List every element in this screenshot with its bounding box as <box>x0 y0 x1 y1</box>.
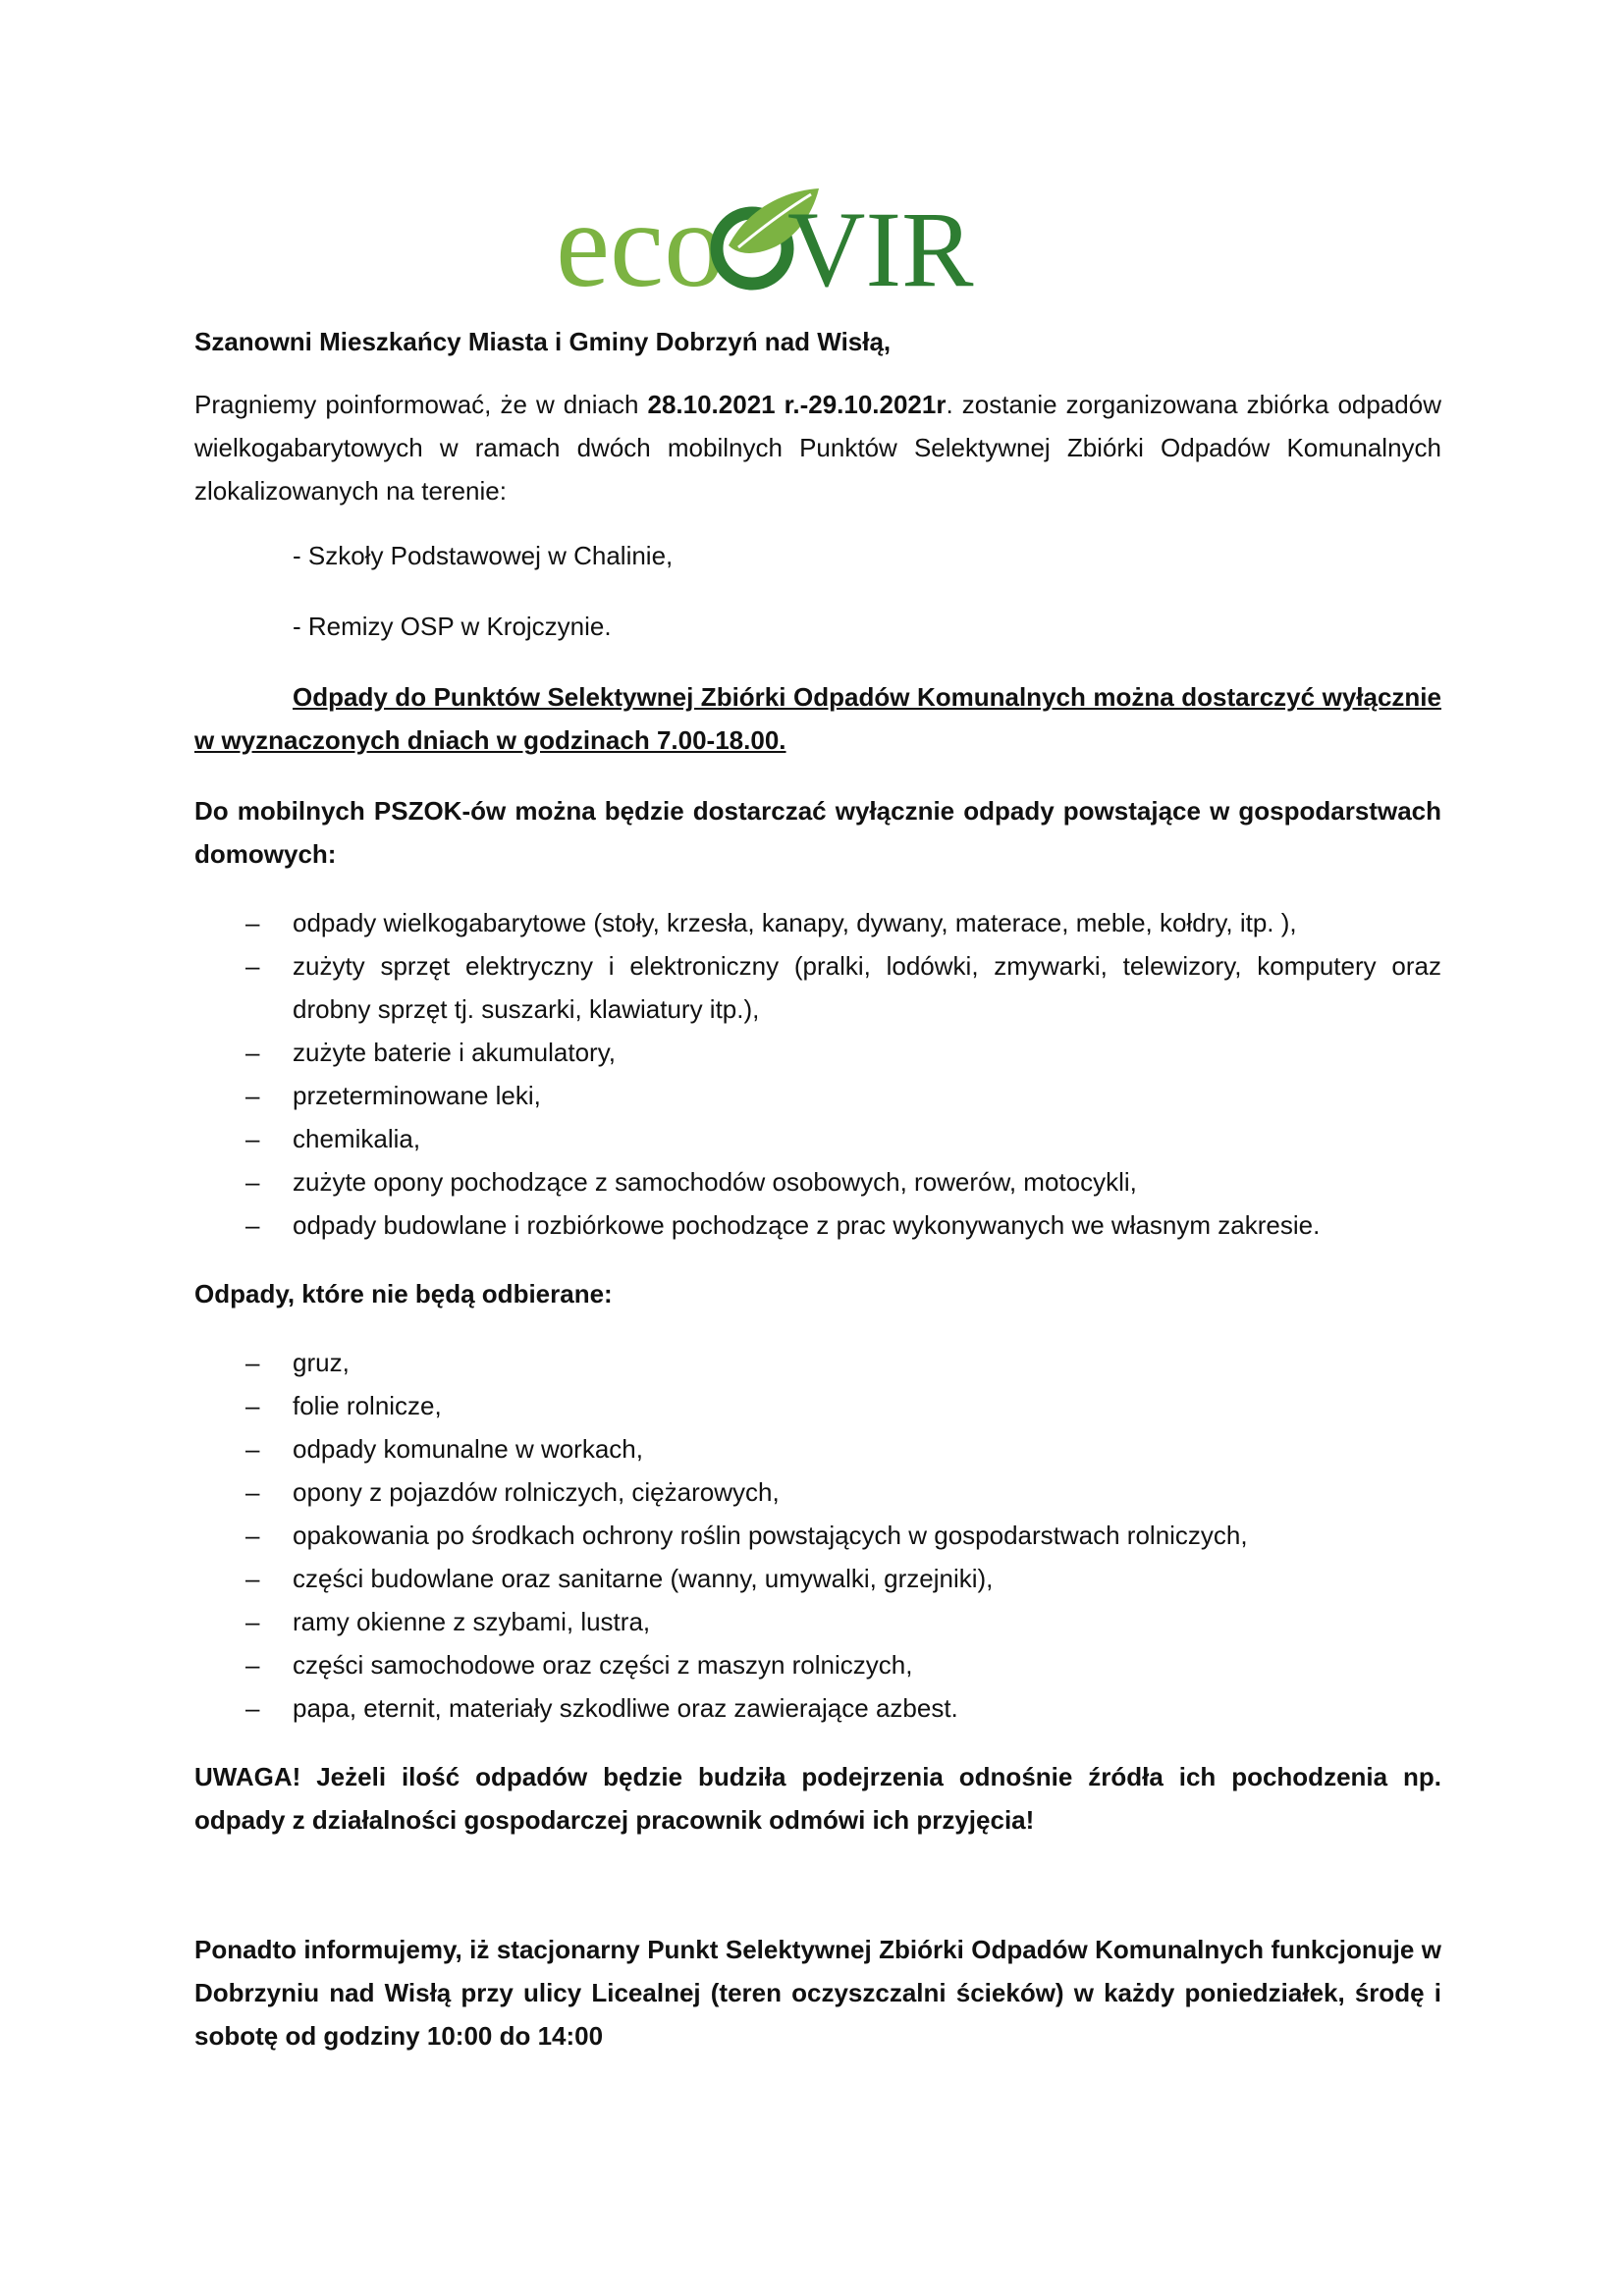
dash-bullet: – <box>245 1434 260 1464</box>
list-item: – części samochodowe oraz części z maszyn rolniczych, <box>194 1643 1441 1686</box>
dash-bullet: – <box>245 1391 260 1420</box>
dash-bullet: – <box>245 1521 260 1550</box>
list-item: – papa, eternit, materiały szkodliwe oraz zawierające azbest. <box>194 1686 1441 1730</box>
dash-bullet: – <box>245 1607 260 1636</box>
dash-bullet: – <box>245 1038 260 1067</box>
dash-bullet: – <box>245 1477 260 1507</box>
dash-bullet: – <box>245 1650 260 1680</box>
dash-bullet: – <box>245 1348 260 1377</box>
location-item: - Szkoły Podstawowej w Chalinie, <box>293 541 674 570</box>
list-item: – części budowlane oraz sanitarne (wanny, umywalki, grzejniki), <box>194 1557 1441 1600</box>
intro-paragraph <box>194 383 1441 512</box>
list-item: – opakowania po środkach ochrony roślin powstających w gospodarstwach rolniczych, <box>194 1514 1441 1557</box>
dash-bullet: – <box>245 1210 260 1240</box>
accepted-waste-heading: Do mobilnych PSZOK-ów można będzie dostarczać wyłącznie odpady powstające w gospodarstwach domowych: <box>194 796 1441 869</box>
rejected-waste-heading: Odpady, które nie będą odbierane: <box>194 1279 613 1308</box>
rejected-waste-list <box>194 1341 1441 1730</box>
letter-body <box>194 320 1441 2057</box>
list-item: – odpady budowlane i rozbiórkowe pochodzące z prac wykonywanych we własnym zakresie. <box>194 1203 1441 1247</box>
logo-text-eco: eco <box>556 183 726 300</box>
logo-text-vir: VIR <box>787 189 974 300</box>
list-item: – gruz, <box>194 1341 1441 1384</box>
list-item: – odpady wielkogabarytowe (stoły, krzesła, kanapy, dywany, materace, meble, kołdry, itp. ), <box>194 901 1441 944</box>
location-item: - Remizy OSP w Krojczynie. <box>293 612 612 641</box>
dash-bullet: – <box>245 1167 260 1197</box>
list-item: – przeterminowane leki, <box>194 1074 1441 1117</box>
dash-bullet: – <box>245 1693 260 1723</box>
stationary-point-info: Ponadto informujemy, iż stacjonarny Punkt Selektywnej Zbiórki Odpadów Komunalnych funkcjonuje w Dobrzyniu nad Wisłą przy ulicy Licealnej (teren oczyszczalni ścieków) w każdy poniedziałek, środę i sobotę od godziny 10:00 do 14:00 <box>194 1935 1441 2051</box>
list-item: – zużyte baterie i akumulatory, <box>194 1031 1441 1074</box>
list-item: – zużyte opony pochodzące z samochodów osobowych, rowerów, motocykli, <box>194 1160 1441 1203</box>
intro-after: . zostanie zorganizowana zbiórka odpadów wielkogabarytowych w ramach dwóch mobilnych Punktów Selektywnej Zbiórki Odpadów Komunalnych zlokalizowanych na terenie: <box>194 390 1442 506</box>
dash-bullet: – <box>245 1124 260 1153</box>
warning-paragraph: UWAGA! Jeżeli ilość odpadów będzie budziła podejrzenia odnośnie źródła ich pochodzenia np. odpady z działalności gospodarczej pracownik odmówi ich przyjęcia! <box>194 1762 1441 1835</box>
intro-dates: 28.10.2021 r.-29.10.2021r <box>647 390 947 419</box>
list-item: – folie rolnicze, <box>194 1384 1441 1427</box>
dash-bullet: – <box>245 908 260 937</box>
list-item: – odpady komunalne w workach, <box>194 1427 1441 1470</box>
list-item: – zużyty sprzęt elektryczny i elektroniczny (pralki, lodówki, zmywarki, telewizory, komputery oraz drobny sprzęt tj. suszarki, klawiatury itp.), <box>194 944 1441 1031</box>
list-item: – chemikalia, <box>194 1117 1441 1160</box>
intro-before: Pragniemy poinformować, że w dniach <box>194 390 648 419</box>
list-item: – opony z pojazdów rolniczych, ciężarowych, <box>194 1470 1441 1514</box>
greeting: Szanowni Mieszkańcy Miasta i Gminy Dobrzyń nad Wisłą, <box>194 327 892 356</box>
dash-bullet: – <box>245 1564 260 1593</box>
opening-hours-notice: Odpady do Punktów Selektywnej Zbiórki Odpadów Komunalnych można dostarczyć wyłącznie w wyznaczonych dniach w godzinach 7.00-18.00. <box>194 682 1441 755</box>
ecovir-logo <box>556 183 1066 300</box>
list-item: – ramy okienne z szybami, lustra, <box>194 1600 1441 1643</box>
dash-bullet: – <box>245 951 260 981</box>
dash-bullet: – <box>245 1081 260 1110</box>
accepted-waste-list <box>194 901 1441 1247</box>
